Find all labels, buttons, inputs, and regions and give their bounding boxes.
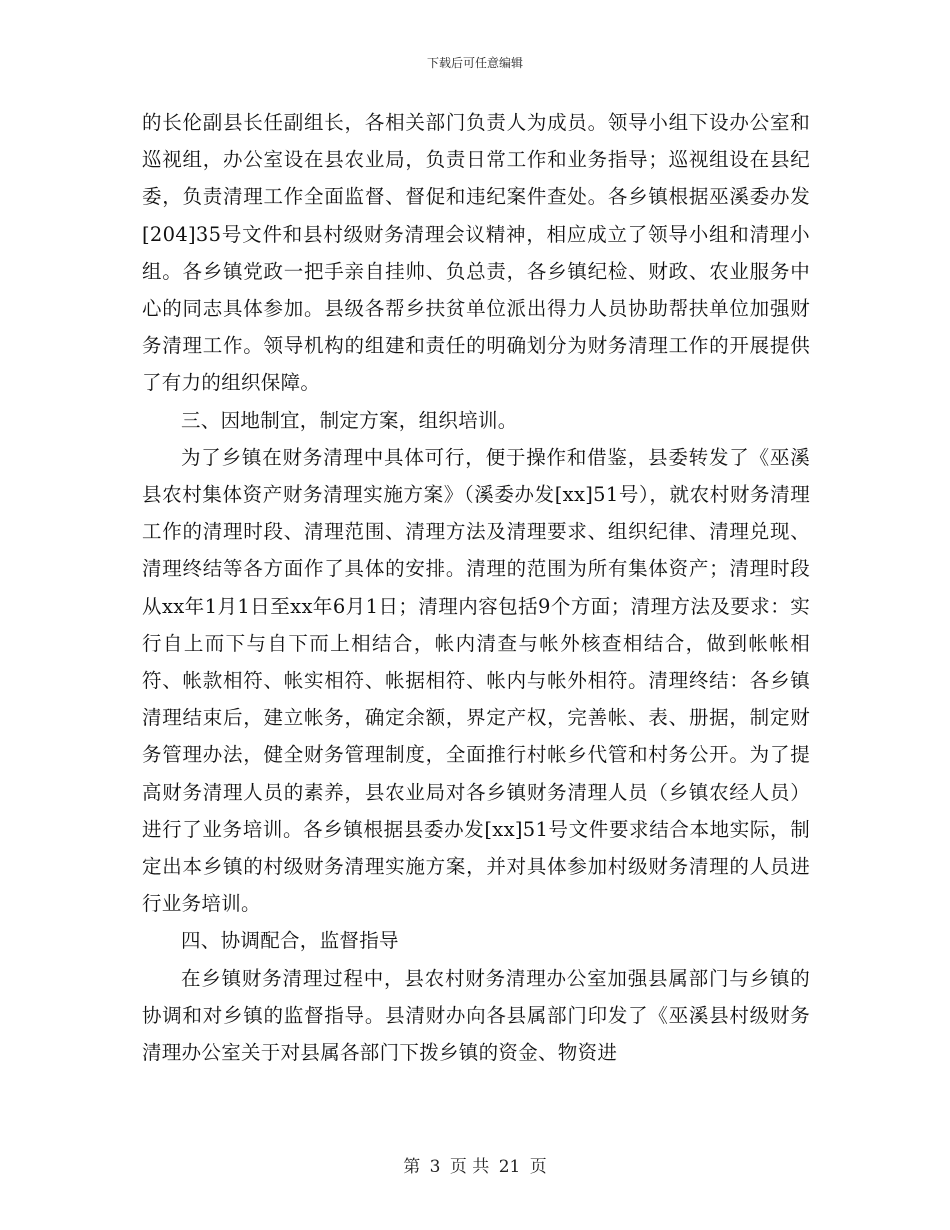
paragraph: 为了乡镇在财务清理中具体可行，便于操作和借鉴，县委转发了《巫溪县农村集体资产财务清理实施方案》（溪委办发[xx]51号），就农村财务清理工作的清理时段、清理范围、清理方法及清理要求、组织纪律、清理兑现、清理终结等各方面作了具体的安排。清理的范围为所有集体资产；清理时段从xx年1月1日至xx年6月1日；清理内容包括9个方面；清理方法及要求：实行自上而下与自下而上相结合，帐内清查与帐外核查相结合，做到帐帐相符、帐款相符、帐实相符、帐据相符、帐内与帐外相符。清理终结：各乡镇清理结束后，建立帐务，确定余额，界定产权，完善帐、表、册据，制定财务管理办法，健全财务管理制度，全面推行村帐乡代管和村务公开。为了提高财务清理人员的素养，县农业局对各乡镇财务清理人员（乡镇农经人员）进行了业务培训。各乡镇根据县委办发[xx]51号文件要求结合本地实际，制定出本乡镇的村级财务清理实施方案，并对具体参加村级财务清理的人员进行业务培训。 [142,445,810,916]
current-page-number: 3 [429,1157,441,1177]
footer-suffix: 页 [529,1157,547,1177]
page-footer [0,1152,950,1177]
paragraph: 在乡镇财务清理过程中，县农村财务清理办公室加强县属部门与乡镇的协调和对乡镇的监督指导。县清财办向各县属部门印发了《巫溪县村级财务清理办公室关于对县属各部门下拨乡镇的资金、物资进 [142,966,810,1065]
header-note: 下载后可任意编辑 [426,56,523,70]
section-heading: 四、协调配合，监督指导 [181,929,399,953]
page-header [0,54,950,71]
footer-prefix: 第 [403,1157,421,1177]
paragraph: 的长伦副县长任副组长，各相关部门负责人为成员。领导小组下设办公室和巡视组，办公室设在县农业局，负责日常工作和业务指导；巡视组设在县纪委，负责清理工作全面监督、督促和违纪案件查处。各乡镇根据巫溪委办发[204]35号文件和县村级财务清理会议精神，相应成立了领导小组和清理小组。各乡镇党政一把手亲自挂帅、负总责，各乡镇纪检、财政、农业服务中心的同志具体参加。县级各帮乡扶贫单位派出得力人员协助帮扶单位加强财务清理工作。领导机构的组建和责任的明确划分为财务清理工作的开展提供了有力的组织保障。 [142,111,810,395]
footer-mid: 页 共 [449,1157,490,1177]
document-body [142,104,810,1071]
section-heading: 三、因地制宜，制定方案，组织培训。 [181,408,518,432]
total-page-count: 21 [498,1157,521,1177]
